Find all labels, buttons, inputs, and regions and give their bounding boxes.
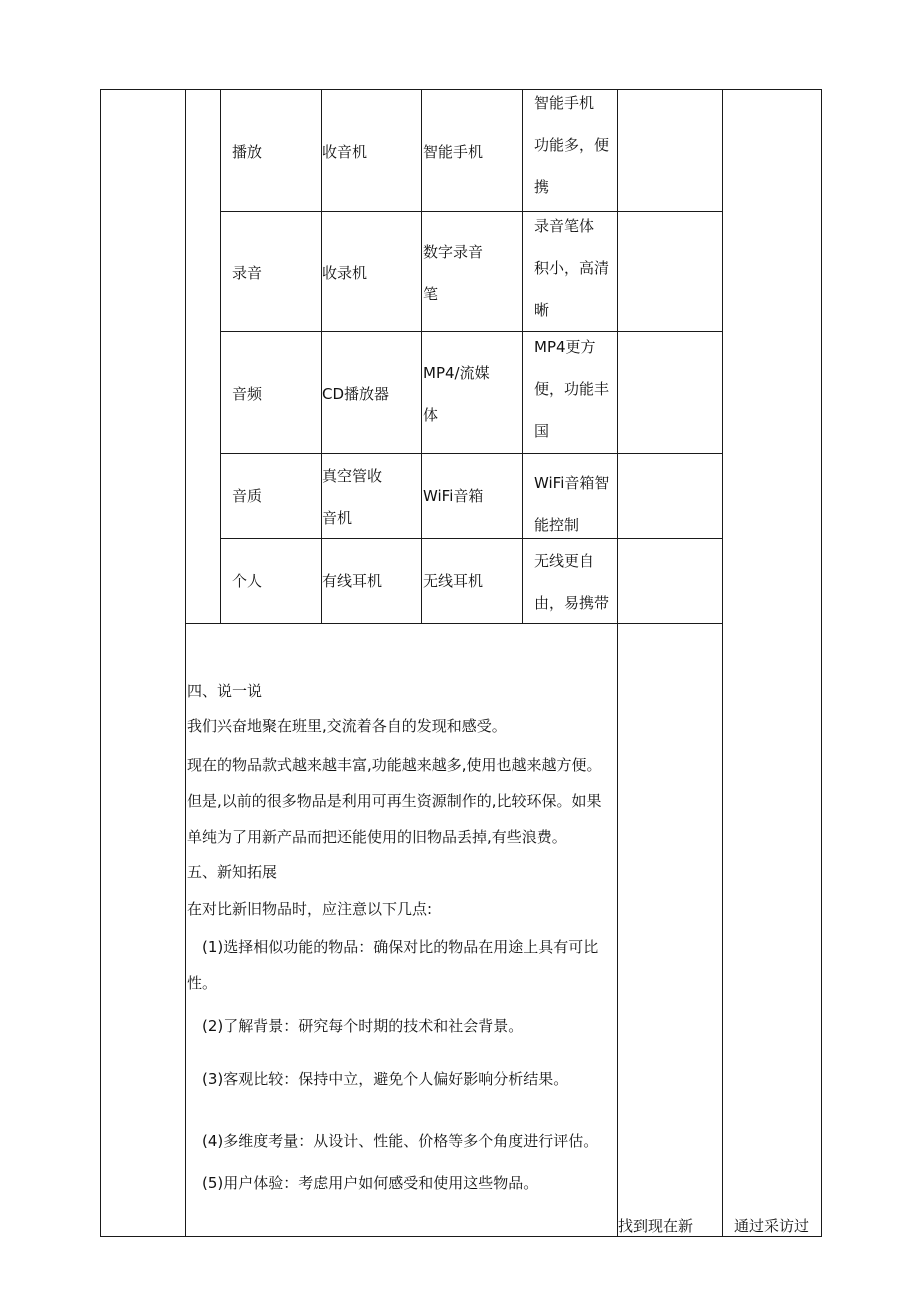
table-top-border — [100, 89, 821, 90]
section-heading: 四、说一说 — [187, 682, 263, 700]
row-separator — [220, 538, 722, 539]
table-cell-comparison: MP4更方 便，功能丰 国 — [534, 338, 610, 440]
table-cell-new-item: WiFi音箱 — [423, 487, 484, 505]
right-column-text: 通过采访过 — [734, 1217, 810, 1235]
table-cell-old-item: 有线耳机 — [322, 572, 383, 590]
paragraph: 但是,以前的很多物品是利用可再生资源制作的,比较环保。如果 — [187, 792, 602, 810]
row-separator — [220, 453, 722, 454]
column-divider — [617, 89, 618, 1237]
table-cell-old-item: 真空管收 音机 — [322, 467, 383, 527]
paragraph: 现在的物品款式越来越丰富,功能越来越多,使用也越来越方便。 — [187, 756, 602, 774]
list-item: 性。 — [187, 974, 218, 992]
list-item: (2)了解背景：研究每个时期的技术和社会背景。 — [202, 1017, 524, 1035]
table-cell-new-item: 智能手机 — [423, 143, 484, 161]
table-cell-function: 个人 — [232, 572, 263, 590]
table-cell-old-item: 收音机 — [322, 143, 368, 161]
table-cell-new-item: 数字录音 笔 — [423, 243, 484, 303]
paragraph: 单纯为了用新产品而把还能使用的旧物品丢掉,有些浪费。 — [187, 828, 567, 846]
table-cell-comparison: 无线更自 由，易携带 — [534, 552, 610, 612]
table-cell-old-item: CD播放器 — [322, 385, 390, 403]
table-cell-old-item: 收录机 — [322, 264, 368, 282]
list-item: (5)用户体验：考虑用户如何感受和使用这些物品。 — [202, 1174, 539, 1192]
nested-table-divider — [522, 89, 523, 623]
right-column-text: 找到现在新 — [618, 1217, 694, 1235]
nested-table-divider — [421, 89, 422, 623]
table-cell-comparison: 录音笔体 积小，高清 晰 — [534, 217, 610, 319]
table-cell-function: 音频 — [232, 385, 263, 403]
list-item: (1)选择相似功能的物品：确保对比的物品在用途上具有可比 — [202, 938, 599, 956]
column-divider — [722, 89, 723, 1237]
column-divider — [185, 89, 186, 1237]
paragraph: 在对比新旧物品时，应注意以下几点: — [187, 900, 433, 918]
table-cell-function: 音质 — [232, 487, 263, 505]
list-item: (3)客观比较：保持中立，避免个人偏好影响分析结果。 — [202, 1070, 569, 1088]
row-separator — [220, 331, 722, 332]
table-left-border — [100, 89, 101, 1237]
row-separator — [220, 211, 722, 212]
paragraph: 我们兴奋地聚在班里,交流着各自的发现和感受。 — [187, 717, 507, 735]
list-item: (4)多维度考量：从设计、性能、价格等多个角度进行评估。 — [202, 1132, 599, 1150]
table-cell-new-item: MP4/流媒 体 — [423, 364, 490, 424]
section-heading: 五、新知拓展 — [187, 863, 278, 881]
nested-table-bottom — [185, 623, 722, 624]
nested-table-divider — [220, 89, 221, 623]
table-cell-function: 播放 — [232, 143, 263, 161]
table-cell-new-item: 无线耳机 — [423, 572, 484, 590]
table-right-border — [821, 89, 822, 1237]
table-bottom-border — [100, 1236, 821, 1237]
table-cell-comparison: 智能手机 功能多，便 携 — [534, 94, 610, 196]
table-cell-function: 录音 — [232, 264, 263, 282]
table-cell-comparison: WiFi音箱智 能控制 — [534, 474, 610, 534]
